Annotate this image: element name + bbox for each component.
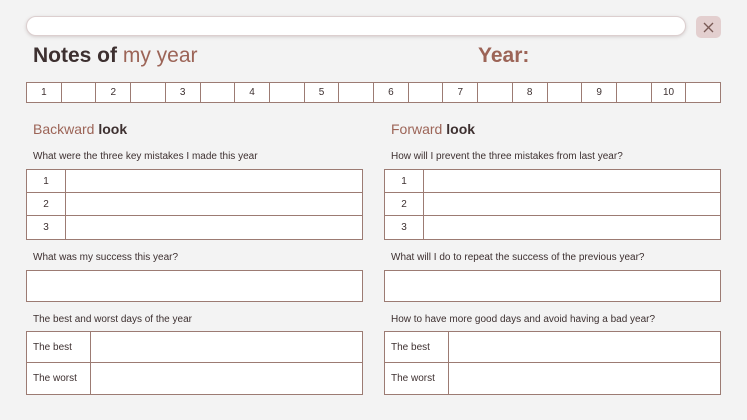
month-cell[interactable] bbox=[201, 83, 236, 102]
table-row bbox=[27, 193, 362, 216]
month-cell[interactable]: 3 bbox=[166, 83, 201, 102]
title-accent: my year bbox=[122, 44, 198, 67]
forward-days-table bbox=[384, 331, 721, 395]
table-row bbox=[27, 170, 362, 193]
top-input-bar[interactable] bbox=[26, 16, 686, 36]
backward-heading-main: look bbox=[98, 121, 128, 137]
month-cell[interactable] bbox=[339, 83, 374, 102]
best-day-label: The best bbox=[27, 332, 91, 362]
best-day-field[interactable] bbox=[91, 332, 362, 362]
row-number: 1 bbox=[27, 170, 66, 192]
backward-mistakes-table bbox=[26, 169, 363, 240]
backward-heading bbox=[33, 121, 127, 137]
row-number: 3 bbox=[385, 216, 424, 239]
prevention-field[interactable] bbox=[424, 216, 720, 239]
row-number: 1 bbox=[385, 170, 424, 192]
month-cell[interactable] bbox=[686, 83, 720, 102]
backward-heading-accent: Backward bbox=[33, 121, 95, 137]
backward-days-question: The best and worst days of the year bbox=[33, 314, 192, 325]
month-cell[interactable] bbox=[62, 83, 97, 102]
worst-day-field[interactable] bbox=[449, 363, 720, 394]
title-main: Notes of bbox=[33, 44, 117, 67]
month-cell[interactable]: 8 bbox=[513, 83, 548, 102]
close-icon bbox=[703, 22, 714, 33]
month-cell[interactable]: 7 bbox=[443, 83, 478, 102]
month-cell[interactable] bbox=[617, 83, 652, 102]
backward-days-table bbox=[26, 331, 363, 395]
backward-success-field[interactable] bbox=[26, 270, 363, 302]
month-cell[interactable] bbox=[478, 83, 513, 102]
prevention-field[interactable] bbox=[424, 170, 720, 192]
worst-day-label: The worst bbox=[27, 363, 91, 394]
month-cell[interactable] bbox=[409, 83, 444, 102]
month-cell[interactable] bbox=[548, 83, 583, 102]
table-row bbox=[385, 332, 720, 363]
backward-mistakes-question: What were the three key mistakes I made this year bbox=[33, 151, 258, 162]
month-cell[interactable] bbox=[131, 83, 166, 102]
forward-mistakes-table bbox=[384, 169, 721, 240]
forward-mistakes-question: How will I prevent the three mistakes from last year? bbox=[391, 151, 623, 162]
worst-day-field[interactable] bbox=[91, 363, 362, 394]
forward-success-question: What will I do to repeat the success of the previous year? bbox=[391, 252, 645, 263]
mistake-field[interactable] bbox=[66, 193, 362, 215]
table-row bbox=[27, 216, 362, 239]
month-cell[interactable]: 5 bbox=[305, 83, 340, 102]
table-row bbox=[385, 363, 720, 394]
table-row bbox=[385, 216, 720, 239]
mistake-field[interactable] bbox=[66, 170, 362, 192]
prevention-field[interactable] bbox=[424, 193, 720, 215]
month-cell[interactable]: 10 bbox=[652, 83, 687, 102]
close-button[interactable] bbox=[696, 16, 721, 38]
table-row bbox=[385, 170, 720, 193]
forward-days-question: How to have more good days and avoid having a bad year? bbox=[391, 314, 656, 325]
best-day-field[interactable] bbox=[449, 332, 720, 362]
forward-heading-accent: Forward bbox=[391, 121, 443, 137]
month-cell[interactable] bbox=[270, 83, 305, 102]
mistake-field[interactable] bbox=[66, 216, 362, 239]
month-cell[interactable]: 6 bbox=[374, 83, 409, 102]
month-cell[interactable]: 2 bbox=[96, 83, 131, 102]
forward-heading bbox=[391, 121, 475, 137]
table-row bbox=[27, 332, 362, 363]
month-cell[interactable]: 4 bbox=[235, 83, 270, 102]
year-label: Year: bbox=[478, 44, 530, 67]
forward-heading-main: look bbox=[446, 121, 476, 137]
page-title bbox=[33, 44, 198, 68]
row-number: 3 bbox=[27, 216, 66, 239]
month-cell[interactable]: 9 bbox=[582, 83, 617, 102]
backward-success-question: What was my success this year? bbox=[33, 252, 179, 263]
month-cell[interactable]: 1 bbox=[27, 83, 62, 102]
table-row bbox=[27, 363, 362, 394]
month-strip bbox=[26, 82, 721, 103]
worst-day-label: The worst bbox=[385, 363, 449, 394]
table-row bbox=[385, 193, 720, 216]
row-number: 2 bbox=[27, 193, 66, 215]
best-day-label: The best bbox=[385, 332, 449, 362]
row-number: 2 bbox=[385, 193, 424, 215]
forward-success-field[interactable] bbox=[384, 270, 721, 302]
